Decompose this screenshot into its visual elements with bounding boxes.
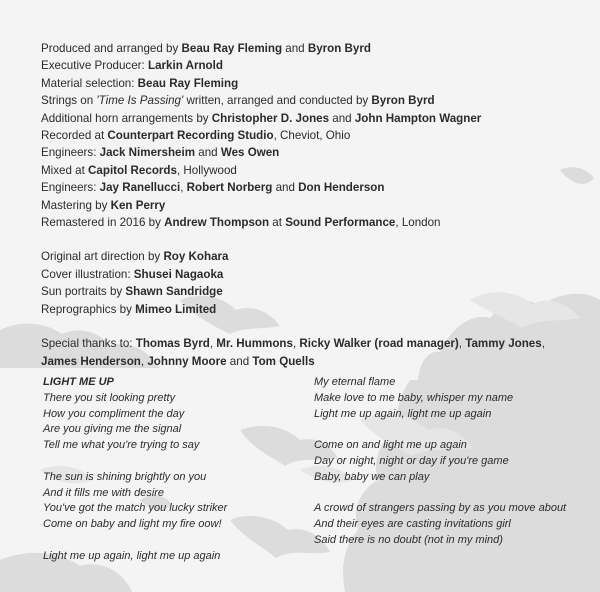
credit-label: Strings on [41, 94, 97, 108]
stanza-break [43, 533, 293, 549]
credit-name: Byron Byrd [307, 42, 371, 55]
credit-label: Original art direction by [41, 250, 164, 264]
credit-label: Sun portraits by [41, 285, 126, 299]
credit-connector: at [269, 216, 286, 230]
credit-name: Roy Kohara [163, 250, 229, 264]
credit-label: Cover illustration: [41, 267, 134, 281]
thanks-separator: and [226, 354, 253, 368]
lyrics-column-left [43, 375, 293, 565]
thanks-separator: , [458, 337, 466, 351]
credit-name: Andrew Thompson [164, 216, 270, 230]
credit-name: Shusei Nagaoka [133, 267, 224, 281]
credit-connector: and [329, 111, 355, 125]
credit-engineers-recording [41, 144, 581, 161]
thanks-name: Tammy Jones [465, 337, 542, 351]
thanks-label: Special thanks to: [41, 337, 136, 351]
credit-engineers-mixing [41, 179, 581, 196]
credit-recorded [41, 127, 581, 144]
credit-name: Robert Norberg [186, 181, 273, 195]
credit-label: Remastered in 2016 by [41, 216, 165, 230]
lyric-line: A crowd of strangers passing by as you move about [314, 502, 567, 515]
credit-connector: and [282, 42, 308, 55]
lyric-line: My eternal flame [314, 376, 396, 388]
credit-label: Additional horn arrangements by [41, 111, 212, 125]
stanza-break [43, 454, 293, 470]
credit-produced [41, 40, 581, 57]
credit-name: Christopher D. Jones [211, 111, 330, 125]
studio-location: , London [395, 216, 441, 230]
lyric-line: There you sit looking pretty [43, 391, 176, 404]
studio-name: Counterpart Recording Studio [107, 129, 274, 143]
credit-name: Beau Ray Fleming [137, 76, 239, 90]
studio-location: , Hollywood [176, 163, 237, 177]
credit-name: Jack Nimersheim [99, 146, 196, 160]
thanks-separator: , [292, 337, 300, 351]
credit-connector: and [272, 181, 299, 195]
credit-connector: , [180, 181, 187, 195]
lyric-line: Day or night, night or day if you're game [314, 454, 509, 467]
thanks-name: James Henderson [41, 354, 141, 368]
credit-label: Engineers: [41, 181, 100, 195]
lyric-line: Baby, baby we can play [314, 470, 430, 483]
credit-mixed [41, 162, 581, 179]
lyric-line: Are you giving me the signal [43, 423, 182, 436]
lyric-line: Tell me what you're trying to say [43, 439, 200, 452]
album-credits [41, 40, 581, 370]
credit-name: Wes Owen [220, 146, 280, 160]
lyric-line: Light me up again, light me up again [43, 549, 221, 562]
thanks-separator: , [140, 354, 148, 368]
credit-label: Reprographics by [41, 302, 136, 316]
stanza-break [314, 486, 594, 502]
credit-label: Produced and arranged by [41, 42, 182, 55]
credit-material [41, 75, 581, 92]
credit-name: Don Henderson [298, 181, 385, 195]
credit-connector: written, arranged and conducted by [183, 94, 372, 108]
thanks-name: Ricky Walker (road manager) [299, 337, 459, 351]
credit-label: Recorded at [41, 129, 108, 143]
credit-remastered [41, 214, 581, 231]
credit-reprographics [41, 301, 581, 318]
special-thanks [41, 335, 561, 370]
lyric-line: The sun is shining brightly on you [43, 470, 207, 483]
thanks-name: Thomas Byrd [135, 337, 210, 351]
studio-name: Sound Performance [285, 216, 396, 230]
lyric-line: Light me up again, light me up again [314, 407, 492, 420]
credit-executive [41, 57, 581, 74]
credit-name: Larkin Arnold [147, 59, 223, 73]
credit-horns [41, 110, 581, 127]
lyric-line: Said there is no doubt (not in my mind) [314, 533, 503, 546]
credit-art-direction [41, 248, 581, 265]
lyric-line: You've got the match you lucky striker [43, 502, 228, 515]
credit-mastering [41, 197, 581, 214]
credit-name: John Hampton Wagner [354, 111, 482, 125]
thanks-separator: , [209, 337, 217, 351]
song-title-heading: LIGHT ME UP [43, 376, 114, 388]
section-spacer [41, 231, 581, 248]
studio-location: , Cheviot, Ohio [273, 129, 351, 143]
credit-cover-illustration [41, 266, 581, 283]
section-spacer [41, 318, 581, 335]
credit-sun-portraits [41, 283, 581, 300]
lyric-line: And their eyes are casting invitations girl [314, 518, 511, 531]
credit-name: Beau Ray Fleming [181, 42, 283, 55]
credit-strings [41, 92, 581, 109]
thanks-name: Tom Quells [252, 354, 315, 368]
lyric-line: Come on and light me up again [314, 439, 467, 452]
credit-name: Ken Perry [110, 198, 166, 212]
credit-connector: and [195, 146, 221, 160]
lyrics-column-right [314, 375, 594, 549]
lyric-line: How you compliment the day [43, 407, 185, 420]
thanks-name: Johnny Moore [147, 354, 227, 368]
thanks-separator: , [541, 337, 545, 351]
credit-name: Jay Ranellucci [99, 181, 181, 195]
lyric-line: Make love to me baby, whisper my name [314, 391, 514, 404]
lyric-line: Come on baby and light my fire oow! [43, 518, 222, 531]
credit-label: Engineers: [41, 146, 100, 160]
credit-label: Executive Producer: [41, 59, 148, 73]
credit-label: Mixed at [41, 163, 89, 177]
studio-name: Capitol Records [88, 163, 177, 177]
stanza-break [314, 422, 594, 438]
credit-label: Material selection: [41, 76, 138, 90]
credit-name: Byron Byrd [371, 94, 435, 108]
credit-label: Mastering by [41, 198, 111, 212]
lyric-line: And it fills me with desire [43, 486, 165, 499]
song-title: 'Time Is Passing' [96, 94, 184, 108]
thanks-name: Mr. Hummons [216, 337, 293, 351]
credit-name: Mimeo Limited [135, 302, 217, 316]
credit-name: Shawn Sandridge [125, 285, 223, 299]
